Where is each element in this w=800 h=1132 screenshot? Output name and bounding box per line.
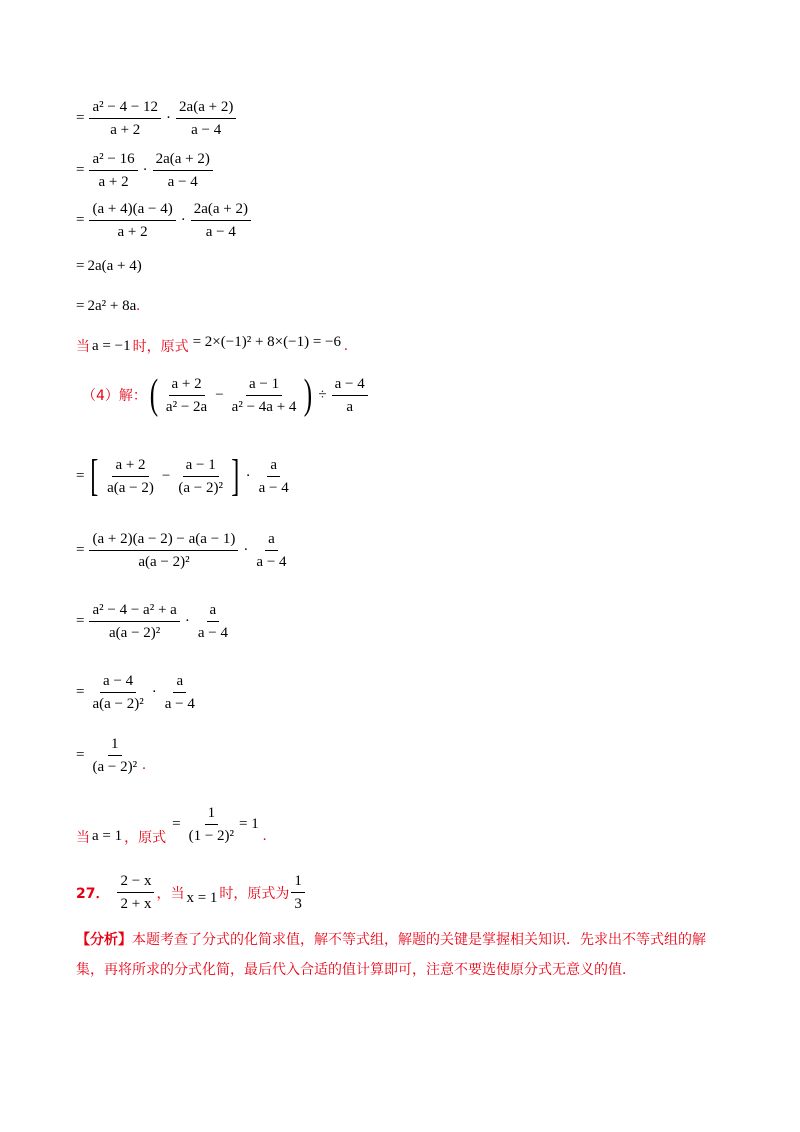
solution-step-2: = $\frac{\text{a² − 16}}{a + 2}$ · $\frac{2a(a + 2)}{a - 4}$ <box>76 150 215 191</box>
fraction: $\frac{1}{3}$ <box>291 872 305 913</box>
fraction: $\frac{a - 1}{\text{(a − 2)²}}$ <box>178 456 223 496</box>
analysis-text: 本题考查了分式的化简求值，解不等式组，解题的关键是掌握相关知识．先求出不等式组的解集，再将所求的分式化简，最后代入合适的值计算即可，注意不要选使原分式无意义的值． <box>76 932 706 978</box>
fraction: $\frac{a}{a - 4}$ <box>164 673 195 712</box>
question-27-answer: 27． $\frac{2 - x}{2 + x}$ ，当 x = 1 时，原式为 $\frac{1}{3}$ <box>76 872 307 913</box>
fraction: $\frac{\text{a² − 4 − 12}}{a + 2}$ <box>89 98 161 139</box>
substitution-line-3: 当 a = −1 时，原式 = 2×(−1)² + 8×(−1) = −6 . <box>76 333 348 355</box>
solution-step-4: = 2a(a + 4) <box>76 258 142 274</box>
p4-step-5: = $\frac{1}{\text{(a − 2)²}}$ . <box>76 736 146 775</box>
solution-step-1: = $\frac{\text{a² − 4 − 12}}{a + 2}$ · $\frac{2a(a + 2)}{a - 4}$ <box>76 98 238 139</box>
fraction: $\frac{a}{a - 4}$ <box>258 456 289 496</box>
solution-step-3: = $\frac{(a + 4)(a - 4)}{a + 2}$ · $\frac{2a(a + 2)}{a - 4}$ <box>76 200 253 241</box>
part-4-label: （4）解： <box>82 388 147 404</box>
p4-step-4: = $\frac{a - 4}{\text{a(a − 2)²}}$ · $\frac{a}{a - 4}$ <box>76 672 200 713</box>
fraction: $\frac{1}{\text{(a − 2)²}}$ <box>92 736 138 775</box>
fraction: $\frac{(a + 2)(a - 2) - a(a - 1)}{\text{a(a − 2)²}}$ <box>89 530 238 571</box>
fraction: $\frac{\text{a² − 16}}{a + 2}$ <box>89 150 137 191</box>
p4-step-1: = [ $\frac{a + 2}{a(a - 2)}$ − $\frac{a - 1}{\text{(a − 2)²}}$ ] · $\frac{a}{a - 4}$ <box>76 454 294 498</box>
fraction: $\frac{1}{\text{(1 − 2)²}}$ <box>188 805 235 844</box>
fraction: $\frac{a - 4}{\text{a(a − 2)²}}$ <box>92 673 144 712</box>
fraction: $\frac{2a(a + 2)}{a - 4}$ <box>191 200 251 241</box>
solution-step-5: = 2a² + 8a . <box>76 298 140 314</box>
fraction: $\frac{a}{a - 4}$ <box>197 602 228 641</box>
analysis-label: 【分析】 <box>76 932 132 948</box>
fraction: $\frac{(a + 4)(a - 4)}{a + 2}$ <box>89 200 175 241</box>
question-number: 27． <box>76 885 110 902</box>
fraction: $\frac{a}{a - 4}$ <box>256 531 287 570</box>
fraction: $\frac{2a(a + 2)}{a - 4}$ <box>176 98 236 139</box>
fraction: $\frac{2 - x}{2 + x}$ <box>117 872 154 913</box>
fraction: $\frac{a - 1}{\text{a² − 4a + 4}}$ <box>231 375 297 415</box>
fraction: $\frac{2a(a + 2)}{a - 4}$ <box>153 150 213 191</box>
fraction: $\frac{a - 4}{a}$ <box>332 375 368 416</box>
analysis-paragraph <box>76 925 726 985</box>
fraction: $\frac{a + 2}{a(a - 2)}$ <box>107 456 154 496</box>
part-4-problem: （4）解： ( $\frac{a + 2}{\text{a² − 2a}}$ − $\frac{a - 1}{\text{a² − 4a + 4}}$ ) ÷ $\frac{a - 4}{a}$ <box>82 374 370 416</box>
fraction: $\frac{\text{a² − 4 − a² + a}}{\text{a(a − 2)²}}$ <box>89 601 179 642</box>
substitution-line-4: 当 a = 1 ，原式 = $\frac{1}{\text{(1 − 2)²}}$ = 1 . <box>76 805 267 846</box>
p4-step-3: = $\frac{\text{a² − 4 − a² + a}}{\text{a(a − 2)²}}$ · $\frac{a}{a - 4}$ <box>76 601 233 642</box>
p4-step-2: = $\frac{(a + 2)(a - 2) - a(a - 1)}{\text{a(a − 2)²}}$ · $\frac{a}{a - 4}$ <box>76 530 292 571</box>
fraction: $\frac{a + 2}{\text{a² − 2a}}$ <box>165 375 208 415</box>
